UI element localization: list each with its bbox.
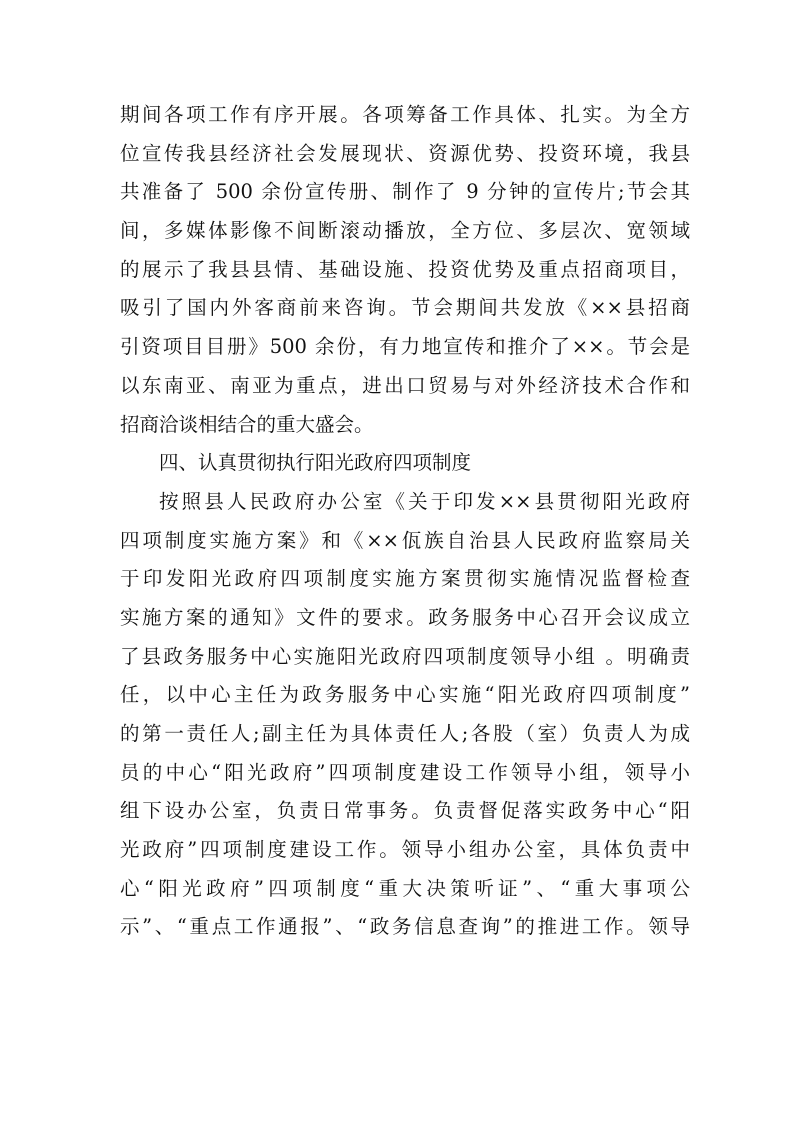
paragraph-line: 心“阳光政府”四项制度“重大决策听证”、“重大事项公 xyxy=(120,876,690,900)
document-page xyxy=(120,96,690,947)
paragraph-1 xyxy=(120,96,690,444)
paragraph-line: 实施方案的通知》文件的要求。政务服务中心召开会议成立 xyxy=(120,605,690,629)
paragraph-line: 的展示了我县县情、基础设施、投资优势及重点招商项目， xyxy=(120,257,690,281)
paragraph-line: 以东南亚、南亚为重点，进出口贸易与对外经济技术合作和 xyxy=(120,373,690,397)
paragraph-line: 间，多媒体影像不间断滚动播放，全方位、多层次、宽领域 xyxy=(120,219,690,243)
paragraph-line: 吸引了国内外客商前来咨询。节会期间共发放《××县招商 xyxy=(120,296,690,320)
paragraph-line: 员的中心“阳光政府”四项制度建设工作领导小组，领导小 xyxy=(120,760,690,784)
paragraph-line: 期间各项工作有序开展。各项筹备工作具体、扎实。为全方 xyxy=(120,103,690,126)
paragraph-2 xyxy=(120,483,690,947)
paragraph-line: 四项制度实施方案》和《××佤族自治县人民政府监察局关 xyxy=(120,528,690,552)
paragraph-line: 共准备了 500 余份宣传册、制作了 9 分钟的宣传片;节会其 xyxy=(120,180,690,204)
paragraph-line: 示”、“重点工作通报”、“政务信息查询”的推进工作。领导 xyxy=(120,915,690,939)
paragraph-line: 招商洽谈相结合的重大盛会。 xyxy=(120,412,374,436)
paragraph-line: 引资项目目册》500 余份，有力地宣传和推介了××。节会是 xyxy=(120,335,690,359)
section-heading: 四、认真贯彻执行阳光政府四项制度 xyxy=(159,451,472,475)
paragraph-line: 按照县人民政府办公室《关于印发××县贯彻阳光政府 xyxy=(159,489,690,513)
paragraph-line: 的第一责任人;副主任为具体责任人;各股（室）负责人为成 xyxy=(120,722,690,745)
paragraph-line: 组下设办公室，负责日常事务。负责督促落实政务中心“阳 xyxy=(120,799,690,823)
paragraph-line: 光政府”四项制度建设工作。领导小组办公室，具体负责中 xyxy=(120,838,690,862)
paragraph-line: 于印发阳光政府四项制度实施方案贯彻实施情况监督检查 xyxy=(120,567,690,591)
paragraph-line: 任，以中心主任为政务服务中心实施“阳光政府四项制度” xyxy=(120,683,690,707)
paragraph-line: 位宣传我县经济社会发展现状、资源优势、投资环境，我县 xyxy=(120,141,690,165)
paragraph-line: 了县政务服务中心实施阳光政府四项制度领导小组 。明确责 xyxy=(120,644,690,668)
